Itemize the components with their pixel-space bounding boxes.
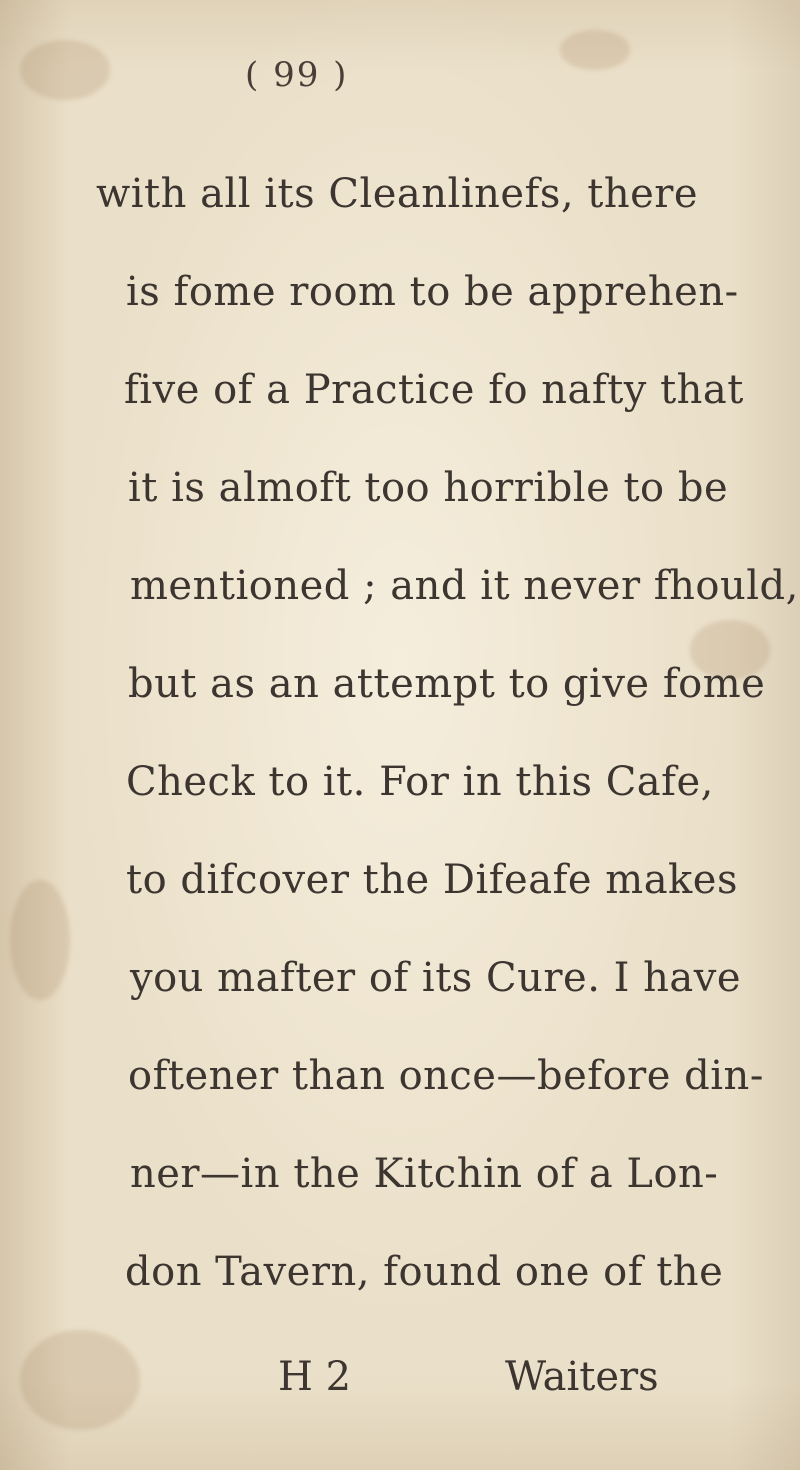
paper-stain — [20, 1330, 140, 1430]
paper-stain — [20, 40, 110, 100]
text-line-10: oftener than once—before din- — [128, 1053, 764, 1099]
text-line-7: Check to it. For in this Cafe, — [126, 759, 714, 805]
text-line-12: don Tavern, found one of the — [125, 1249, 724, 1295]
paper-stain — [560, 30, 630, 70]
text-line-4: it is almoft too horrible to be — [128, 465, 729, 511]
text-line-2: is fome room to be apprehen- — [126, 269, 739, 315]
text-line-1: with all its Cleanlinefs, there — [96, 171, 699, 217]
text-line-3: five of a Practice fo nafty that — [124, 367, 744, 413]
page-number: ( 99 ) — [245, 55, 349, 95]
text-line-6: but as an attempt to give fome — [128, 661, 766, 707]
signature-mark: H 2 — [278, 1354, 352, 1400]
text-line-9: you mafter of its Cure. I have — [130, 955, 742, 1001]
text-line-11: ner—in the Kitchin of a Lon- — [130, 1151, 719, 1197]
catchword: Waiters — [505, 1354, 659, 1400]
text-line-8: to difcover the Difeafe makes — [126, 857, 738, 903]
text-line-5: mentioned ; and it never fhould, — [130, 563, 799, 609]
